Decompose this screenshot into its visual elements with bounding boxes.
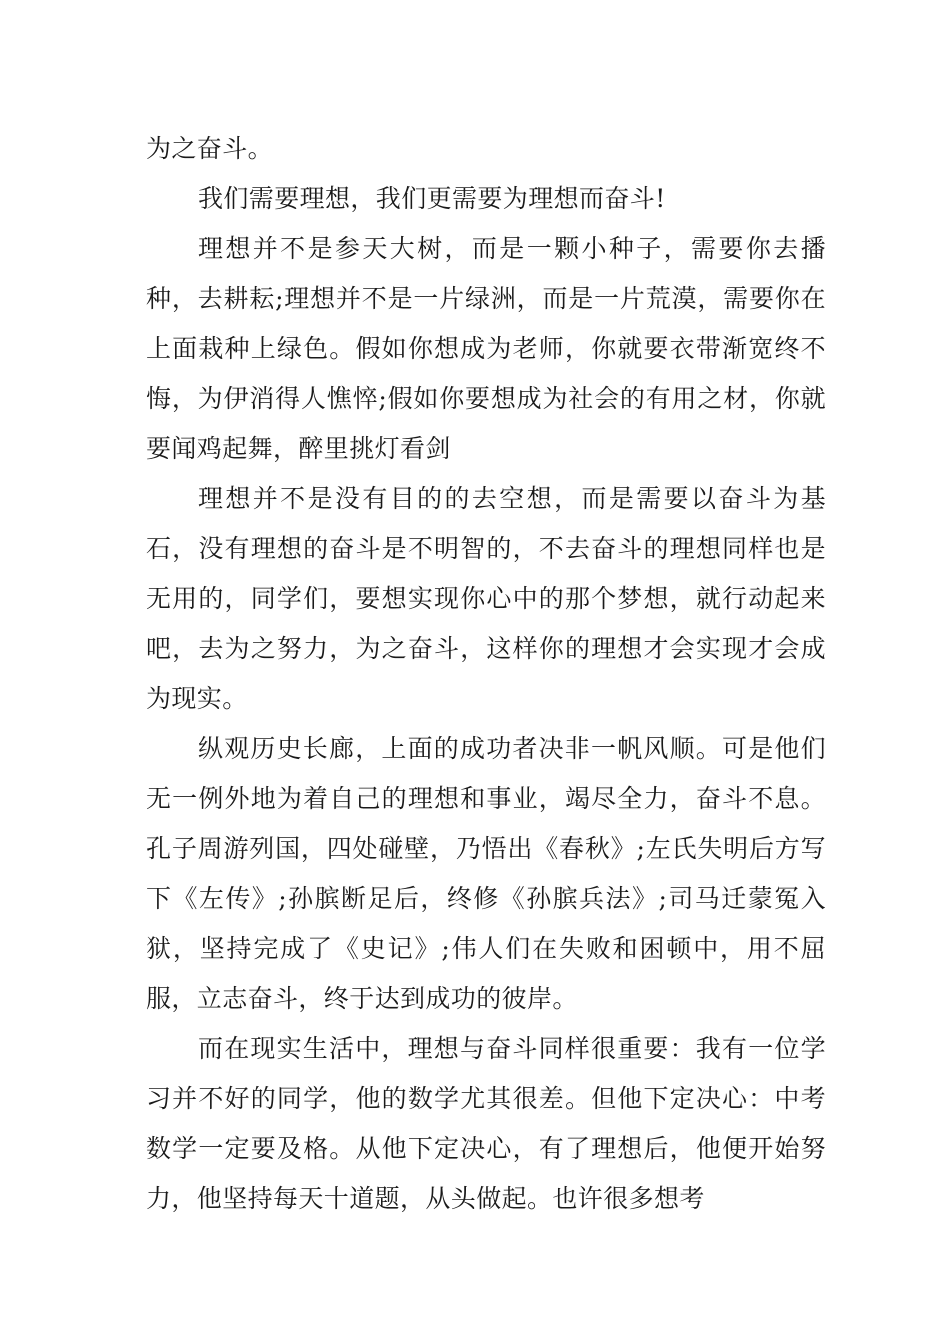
paragraph-6: 而在现实生活中，理想与奋斗同样很重要：我有一位学习并不好的同学，他的数学尤其很差。但他下定决心：中考数学一定要及格。从他下定决心，有了理想后，他便开始努力，他坚持每天十道题，从头做起。也许很多想考 bbox=[146, 1034, 826, 1213]
paragraph-1: 为之奋斗。 bbox=[146, 134, 274, 163]
essay-body bbox=[146, 124, 826, 1224]
paragraph-5: 纵观历史长廊，上面的成功者决非一帆风顺。可是他们无一例外地为着自己的理想和事业，竭尽全力，奋斗不息。孔子周游列国，四处碰壁，乃悟出《春秋》;左氏失明后方写下《左传》;孙膑断足后，终修《孙膑兵法》;司马迁蒙冤入狱，坚持完成了《史记》;伟人们在失败和困顿中，用不屈服，立志奋斗，终于达到成功的彼岸。 bbox=[146, 734, 826, 1013]
paragraph-4: 理想并不是没有目的的去空想，而是需要以奋斗为基石，没有理想的奋斗是不明智的，不去奋斗的理想同样也是无用的，同学们，要想实现你心中的那个梦想，就行动起来吧，去为之努力，为之奋斗，这样你的理想才会实现才会成为现实。 bbox=[146, 484, 826, 713]
paragraph-2: 我们需要理想，我们更需要为理想而奋斗! bbox=[198, 184, 666, 213]
paragraph-3: 理想并不是参天大树，而是一颗小种子，需要你去播种，去耕耘;理想并不是一片绿洲，而是一片荒漠，需要你在上面栽种上绿色。假如你想成为老师，你就要衣带渐宽终不悔，为伊消得人憔悴;假如你要想成为社会的有用之材，你就要闻鸡起舞，醉里挑灯看剑 bbox=[146, 234, 826, 463]
